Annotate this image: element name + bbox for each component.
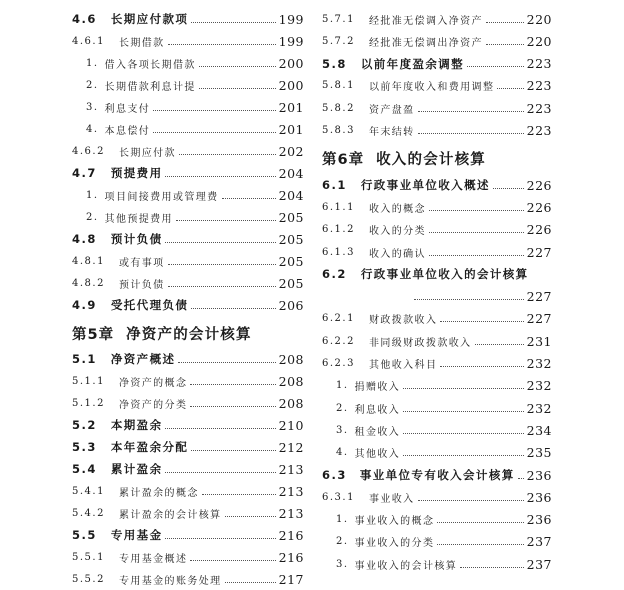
- leader-dots: [165, 242, 275, 243]
- leader-dots: [191, 308, 275, 309]
- toc-title: 本期盈余: [110, 418, 163, 432]
- toc-title: 专用基金的账务处理: [118, 575, 222, 587]
- toc-number: 6.1: [322, 178, 347, 193]
- toc-page-number: 231: [526, 333, 552, 349]
- leader-dots: [153, 132, 275, 133]
- toc-page-number: 227: [526, 311, 552, 327]
- leader-dots: [403, 455, 523, 456]
- toc-page-number: 210: [278, 417, 304, 433]
- toc-title: 收入的会计核算: [376, 152, 486, 169]
- toc-page-number: 232: [526, 400, 552, 416]
- toc-title: 预计负债: [118, 279, 165, 291]
- toc-number: 1.: [86, 57, 99, 69]
- toc-title: 经批准无偿调入净资产: [368, 15, 483, 27]
- toc-title: 净资产的概念: [118, 377, 188, 389]
- toc-title: 事业单位专有收入会计核算: [359, 468, 515, 482]
- toc-entry-section[interactable]: [72, 458, 304, 480]
- toc-page-number: 232: [526, 356, 552, 371]
- toc-title: 净资产的会计核算: [126, 326, 252, 343]
- leader-dots: [429, 210, 524, 211]
- toc-number: 5.7.1: [322, 13, 355, 25]
- toc-entry-section[interactable]: [72, 414, 304, 436]
- toc-number: 4.6.1: [72, 35, 105, 47]
- toc-number: 6.2.2: [322, 335, 355, 347]
- toc-number: 3.: [86, 101, 99, 113]
- toc-page-number: 237: [526, 534, 552, 550]
- toc-number: 6.2: [322, 267, 347, 282]
- leader-dots: [199, 66, 276, 67]
- toc-title: 行政事业单位收入的会计核算: [360, 267, 529, 282]
- toc-title: 借入各项长期借款: [104, 59, 196, 71]
- toc-page-number: 227: [526, 289, 552, 305]
- toc-title: 长期借款利息计提: [104, 81, 196, 93]
- toc-number: 4.6.2: [72, 145, 105, 157]
- leader-dots: [191, 450, 275, 451]
- toc-number: 5.5.2: [72, 573, 105, 585]
- toc-title: 或有事项: [118, 257, 165, 269]
- toc-title: 行政事业单位收入概述: [360, 178, 490, 193]
- leader-dots: [460, 567, 523, 568]
- toc-number: 4.8: [72, 232, 97, 246]
- leader-dots: [191, 22, 275, 23]
- toc-title: 年末结转: [368, 127, 415, 138]
- toc-title: 本息偿付: [104, 125, 151, 137]
- leader-dots: [199, 88, 276, 89]
- leader-dots: [429, 255, 524, 256]
- toc-entry-section[interactable]: [322, 53, 552, 75]
- toc-page-number: 226: [526, 177, 552, 193]
- toc-page-number: 236: [526, 489, 552, 505]
- toc-page-number: 223: [526, 56, 552, 72]
- toc-entry-item[interactable]: [72, 184, 304, 206]
- leader-dots: [437, 544, 523, 545]
- leader-dots: [202, 494, 276, 495]
- toc-page-number: 204: [278, 187, 304, 203]
- leader-dots: [437, 522, 523, 523]
- toc-entry-item[interactable]: [322, 419, 552, 441]
- toc-title: 租金收入: [354, 426, 401, 438]
- toc-page-number: 227: [526, 244, 552, 260]
- toc-title: 事业收入的会计核算: [354, 560, 458, 572]
- leader-dots: [168, 44, 276, 45]
- toc-page-number: 226: [526, 222, 552, 238]
- toc-number: 5.3: [72, 440, 97, 454]
- toc-number: 5.1.2: [72, 397, 105, 409]
- toc-title: 长期借款: [118, 37, 165, 49]
- toc-number: 5.1.1: [72, 375, 105, 387]
- toc-entry-sub[interactable]: [322, 486, 552, 508]
- toc-number: 5.5.1: [72, 551, 105, 563]
- toc-entry-sub[interactable]: [322, 30, 552, 52]
- toc-title: 净资产概述: [110, 352, 176, 366]
- toc-entry-item[interactable]: [72, 74, 304, 96]
- toc-entry-sub[interactable]: [72, 392, 304, 414]
- toc-page-number: 205: [278, 231, 304, 247]
- toc-entry-cont[interactable]: [322, 286, 552, 308]
- toc-page-number: 212: [278, 439, 304, 455]
- toc-page-number: 200: [278, 55, 304, 71]
- toc-page-number: 226: [526, 199, 552, 215]
- toc-entry-sub[interactable]: [322, 120, 552, 142]
- toc-number: 6.1.1: [322, 201, 355, 213]
- toc-title: 预计负债: [110, 232, 163, 246]
- toc-number: 6.2.1: [322, 313, 355, 325]
- leader-dots: [179, 154, 276, 155]
- leader-dots: [403, 388, 523, 389]
- toc-entry-section[interactable]: [72, 348, 304, 370]
- toc-title: 收入的分类: [368, 226, 426, 238]
- toc-page-number: 223: [526, 78, 552, 94]
- toc-entry-sub[interactable]: [72, 272, 304, 294]
- toc-entry-sub[interactable]: [72, 30, 304, 52]
- toc-page-number: 208: [278, 395, 304, 411]
- toc-page-number: 236: [526, 467, 552, 483]
- toc-title: 事业收入的概念: [354, 516, 435, 528]
- toc-page-number: 237: [526, 556, 552, 572]
- toc-number: 5.7.2: [322, 35, 355, 47]
- toc-title: 利息支付: [104, 103, 151, 115]
- toc-entry-section[interactable]: [72, 8, 304, 30]
- toc-title: 预提费用: [110, 166, 163, 180]
- toc-entry-item[interactable]: [322, 553, 552, 575]
- toc-entry-sub[interactable]: [322, 308, 552, 330]
- toc-entry-item[interactable]: [72, 52, 304, 74]
- toc-title: 其他收入: [354, 449, 401, 461]
- toc-number: 2.: [336, 536, 349, 548]
- toc-entry-sub[interactable]: [322, 330, 552, 352]
- toc-title: 本年盈余分配: [110, 440, 189, 454]
- leader-dots: [418, 500, 524, 501]
- toc-title: 累计盈余: [110, 462, 163, 476]
- toc-title: 项目间接费用或管理费: [104, 191, 219, 203]
- toc-number: 6.3: [322, 468, 347, 482]
- toc-page-number: 200: [278, 77, 304, 93]
- leader-dots: [222, 198, 276, 199]
- toc-entry-section[interactable]: [72, 524, 304, 546]
- leader-dots: [153, 110, 275, 111]
- leader-dots: [165, 472, 275, 473]
- toc-entry-sub[interactable]: [322, 8, 552, 30]
- toc-page-number: 223: [526, 123, 552, 138]
- toc-number: 4.9: [72, 298, 97, 312]
- leader-dots: [429, 232, 524, 233]
- toc-entry-item[interactable]: [322, 509, 552, 531]
- toc-entry-chapter[interactable]: [322, 146, 552, 172]
- toc-title: 其他收入科目: [368, 360, 438, 371]
- toc-number: 5.5: [72, 528, 97, 542]
- leader-dots: [418, 133, 524, 134]
- toc-number: 第6章: [322, 152, 365, 169]
- toc-page-number: 236: [526, 512, 552, 528]
- leader-dots: [225, 582, 276, 583]
- toc-number: 4.: [336, 447, 349, 459]
- toc-page-number: 199: [278, 11, 304, 27]
- toc-number: 5.8.2: [322, 102, 355, 114]
- toc-title: 资产盘盈: [368, 104, 415, 116]
- toc-entry-section[interactable]: [322, 464, 552, 486]
- toc-title: 专用基金概述: [118, 553, 188, 565]
- toc-entry-item[interactable]: [72, 96, 304, 118]
- leader-dots: [440, 366, 523, 367]
- toc-title: 累计盈余的概念: [118, 487, 199, 499]
- toc-entry-chapter[interactable]: [72, 320, 304, 346]
- leader-dots: [493, 188, 524, 189]
- leader-dots: [168, 286, 276, 287]
- toc-number: 3.: [336, 558, 349, 570]
- toc-title: 净资产的分类: [118, 399, 188, 411]
- toc-number: 2.: [86, 211, 99, 223]
- leader-dots: [176, 220, 276, 221]
- toc-title: 利息收入: [354, 404, 401, 416]
- toc-number: 4.: [86, 123, 99, 135]
- toc-entry-sub[interactable]: [72, 546, 304, 568]
- toc-page-number: 220: [526, 33, 552, 49]
- toc-number: 5.4.2: [72, 507, 105, 519]
- leader-dots: [165, 538, 275, 539]
- toc-number: 5.4.1: [72, 485, 105, 497]
- leader-dots: [165, 176, 275, 177]
- leader-dots: [225, 516, 276, 517]
- toc-page-number: 223: [526, 100, 552, 116]
- toc-entry-section[interactable]: [322, 263, 552, 285]
- toc-title: 捐赠收入: [354, 382, 401, 394]
- toc-page-number: 201: [278, 99, 304, 115]
- toc-title: 以前年度收入和费用调整: [368, 82, 495, 94]
- toc-entry-sub[interactable]: [72, 568, 304, 590]
- toc-entry-section[interactable]: [72, 162, 304, 184]
- toc-number: 1.: [336, 380, 349, 392]
- toc-number: 6.3.1: [322, 491, 355, 503]
- toc-title: 财政拨款收入: [368, 315, 438, 327]
- toc-title: 以前年度盈余调整: [360, 56, 465, 71]
- toc-page-number: 213: [278, 483, 304, 499]
- toc-page-number: 208: [278, 373, 304, 389]
- leader-dots: [475, 344, 524, 345]
- toc-entry-sub[interactable]: [72, 370, 304, 392]
- toc-number: 3.: [336, 424, 349, 436]
- toc-entry-section[interactable]: [72, 294, 304, 316]
- toc-number: 4.8.1: [72, 255, 105, 267]
- toc-number: 5.8: [322, 56, 347, 71]
- toc-page-number: 202: [278, 143, 304, 159]
- leader-dots: [467, 66, 524, 67]
- leader-dots: [165, 428, 275, 429]
- toc-page-number: 205: [278, 209, 304, 225]
- toc-page-number: 216: [278, 549, 304, 565]
- toc-title: 事业收入的分类: [354, 538, 435, 550]
- toc-page-number: 213: [278, 461, 304, 477]
- toc-number: 4.8.2: [72, 277, 105, 289]
- toc-title: 经批准无偿调出净资产: [368, 37, 483, 49]
- leader-dots: [403, 411, 523, 412]
- leader-dots: [178, 362, 275, 363]
- leader-dots: [518, 478, 524, 479]
- toc-title: 收入的确认: [368, 248, 426, 260]
- toc-page-number: 217: [278, 571, 304, 587]
- toc-number: 5.8.1: [322, 80, 355, 92]
- leader-dots: [440, 321, 523, 322]
- toc-title: 非同级财政拨款收入: [368, 337, 472, 349]
- toc-entry-item[interactable]: [322, 442, 552, 464]
- toc-title: 长期应付款项: [110, 12, 189, 26]
- toc-entry-item[interactable]: [72, 118, 304, 140]
- leader-dots: [486, 22, 524, 23]
- toc-page-number: 235: [526, 445, 552, 461]
- toc-entry-sub[interactable]: [72, 502, 304, 524]
- leader-dots: [190, 384, 275, 385]
- leader-dots: [497, 88, 523, 89]
- toc-title: 其他预提费用: [104, 213, 173, 225]
- toc-title: 累计盈余的会计核算: [118, 509, 222, 521]
- toc-entry-item[interactable]: [322, 375, 552, 397]
- toc-entry-sub[interactable]: [322, 75, 552, 97]
- toc-title: 收入的概念: [368, 203, 426, 215]
- toc-title: 长期应付款: [118, 147, 176, 159]
- toc-entry-item[interactable]: [322, 397, 552, 419]
- toc-number: 6.2.3: [322, 358, 355, 369]
- toc-page-number: 205: [278, 275, 304, 291]
- leader-dots: [414, 299, 524, 300]
- toc-page-number: 199: [278, 33, 304, 49]
- toc-entry-sub[interactable]: [322, 97, 552, 119]
- toc-number: 1.: [336, 514, 349, 526]
- leader-dots: [190, 406, 275, 407]
- toc-entry-sub[interactable]: [322, 196, 552, 218]
- toc-entry-section[interactable]: [72, 436, 304, 458]
- toc-number: 2.: [336, 402, 349, 414]
- toc-title: 受托代理负债: [110, 298, 189, 312]
- toc-number: 5.8.3: [322, 125, 355, 136]
- toc-entry-section[interactable]: [72, 228, 304, 250]
- toc-entry-sub[interactable]: [322, 353, 552, 375]
- toc-number: 4.7: [72, 166, 97, 180]
- toc-number: 5.4: [72, 462, 97, 476]
- toc-number: 5.2: [72, 418, 97, 432]
- toc-number: 5.1: [72, 352, 97, 366]
- toc-title: 事业收入: [368, 493, 415, 505]
- toc-number: 6.1.3: [322, 246, 355, 258]
- toc-entry-sub[interactable]: [322, 241, 552, 263]
- toc-page-number: 213: [278, 505, 304, 521]
- toc-entry-section[interactable]: [322, 174, 552, 196]
- toc-entry-sub[interactable]: [322, 219, 552, 241]
- toc-number: 4.6: [72, 12, 97, 26]
- leader-dots: [190, 560, 275, 561]
- toc-page-number: 204: [278, 165, 304, 181]
- toc-title: 专用基金: [110, 528, 163, 542]
- toc-page-number: 232: [526, 378, 552, 394]
- toc-page-number: 220: [526, 11, 552, 27]
- toc-entry-sub[interactable]: [72, 480, 304, 502]
- toc-page-number: 206: [278, 297, 304, 313]
- leader-dots: [418, 111, 524, 112]
- leader-dots: [403, 433, 523, 434]
- toc-entry-item[interactable]: [72, 206, 304, 228]
- toc-page-number: 234: [526, 422, 552, 438]
- toc-entry-sub[interactable]: [72, 250, 304, 272]
- toc-page-number: 208: [278, 351, 304, 367]
- toc-page-number: 201: [278, 121, 304, 137]
- toc-page-number: 205: [278, 253, 304, 269]
- toc-number: 2.: [86, 79, 99, 91]
- toc-entry-sub[interactable]: [72, 140, 304, 162]
- leader-dots: [168, 264, 276, 265]
- toc-page-number: 216: [278, 527, 304, 543]
- toc-number: 第5章: [72, 326, 115, 343]
- leader-dots: [486, 44, 524, 45]
- toc-number: 1.: [86, 189, 99, 201]
- toc-number: 6.1.2: [322, 224, 355, 236]
